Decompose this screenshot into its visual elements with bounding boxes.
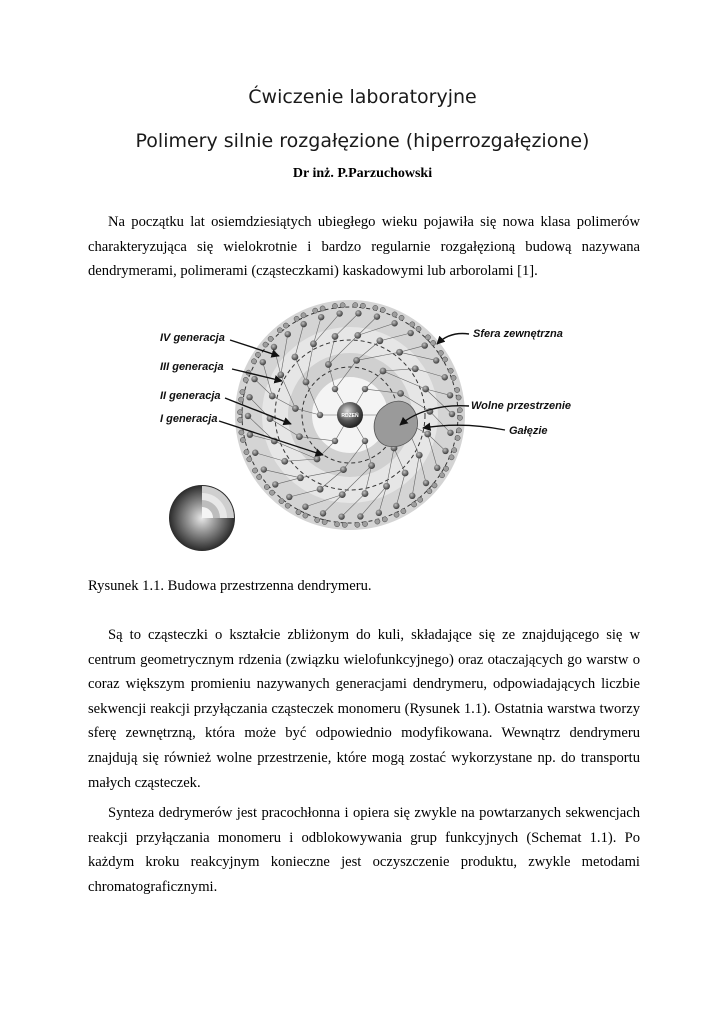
- terminal-ball: [418, 497, 423, 502]
- node-ball: [368, 462, 375, 469]
- node-ball: [391, 320, 397, 326]
- node-ball: [433, 357, 439, 363]
- terminal-ball: [392, 312, 397, 317]
- terminal-ball: [431, 340, 436, 345]
- terminal-ball: [334, 522, 339, 527]
- terminal-ball: [239, 430, 244, 435]
- terminal-ball: [243, 377, 248, 382]
- label-gen2: II generacja: [160, 390, 221, 402]
- terminal-ball: [456, 395, 461, 400]
- node-ball: [362, 490, 369, 497]
- dendrimer-figure: [155, 300, 595, 560]
- node-ball: [317, 412, 323, 418]
- terminal-ball: [285, 503, 290, 508]
- terminal-ball: [449, 455, 454, 460]
- terminal-ball: [237, 410, 242, 415]
- node-ball: [355, 310, 361, 316]
- terminal-ball: [394, 512, 399, 517]
- label-gen3: III generacja: [160, 361, 224, 373]
- node-ball: [246, 394, 252, 400]
- terminal-ball: [353, 303, 358, 308]
- terminal-ball: [399, 315, 404, 320]
- node-ball: [286, 494, 292, 500]
- node-ball: [292, 354, 299, 361]
- node-ball: [380, 368, 387, 375]
- terminal-ball: [373, 305, 378, 310]
- node-ball: [260, 359, 266, 365]
- node-ball: [407, 330, 413, 336]
- terminal-ball: [247, 457, 252, 462]
- node-ball: [396, 349, 403, 356]
- node-ball: [314, 456, 321, 463]
- node-ball: [252, 450, 258, 456]
- terminal-ball: [442, 357, 447, 362]
- terminal-ball: [252, 468, 257, 473]
- terminal-ball: [457, 407, 462, 412]
- node-ball: [416, 452, 423, 459]
- terminal-ball: [355, 522, 360, 527]
- label-branches: Gałęzie: [509, 425, 548, 437]
- paragraph-intro: Na początku lat osiemdziesiątych ubiegłego wieku pojawiła się nowa klasa polimerów charakteryzująca się wielokrotnie i bardzo regularnie rozgałęzioną budową nazywana dendrymerami, polimerami (cząsteczkami) kaskadowymi lub arborolami [1].: [88, 214, 640, 280]
- node-ball: [261, 466, 267, 472]
- terminal-ball: [283, 323, 288, 328]
- terminal-ball: [296, 510, 301, 515]
- terminal-ball: [410, 322, 415, 327]
- node-ball: [338, 513, 344, 519]
- node-ball: [325, 361, 332, 368]
- node-ball: [423, 480, 429, 486]
- node-ball: [303, 379, 310, 386]
- terminal-ball: [264, 484, 269, 489]
- terminal-ball: [313, 308, 318, 313]
- terminal-ball: [427, 489, 432, 494]
- node-ball: [339, 491, 346, 498]
- document-subtitle: Polimery silnie rozgałęzione (hiperrozgałęzione): [135, 130, 590, 152]
- terminal-ball: [277, 328, 282, 333]
- node-ball: [281, 458, 288, 465]
- terminal-ball: [269, 490, 274, 495]
- node-ball: [442, 374, 448, 380]
- terminal-ball: [238, 417, 243, 422]
- label-free-space: Wolne przestrzenie: [471, 400, 572, 412]
- terminal-ball: [401, 509, 406, 514]
- node-ball: [271, 344, 277, 350]
- terminal-ball: [416, 326, 421, 331]
- node-ball: [393, 503, 399, 509]
- node-ball: [300, 321, 306, 327]
- terminal-ball: [255, 352, 260, 357]
- terminal-ball: [301, 313, 306, 318]
- node-ball: [383, 483, 390, 490]
- node-ball: [296, 433, 303, 440]
- node-ball: [422, 342, 428, 348]
- node-ball: [376, 510, 382, 516]
- node-ball: [412, 365, 419, 372]
- node-ball: [442, 448, 448, 454]
- terminal-ball: [251, 359, 256, 364]
- node-ball: [397, 390, 404, 397]
- terminal-ball: [448, 368, 453, 373]
- terminal-ball: [315, 517, 320, 522]
- node-ball: [310, 340, 317, 347]
- terminal-ball: [380, 307, 385, 312]
- terminal-ball: [340, 303, 345, 308]
- node-ball: [251, 376, 257, 382]
- terminal-ball: [342, 522, 347, 527]
- node-ball: [292, 405, 299, 412]
- terminal-ball: [244, 450, 249, 455]
- node-ball: [272, 481, 278, 487]
- node-ball: [332, 333, 339, 340]
- terminal-ball: [452, 448, 457, 453]
- node-ball: [434, 465, 440, 471]
- node-ball: [447, 430, 453, 436]
- terminal-ball: [332, 303, 337, 308]
- node-ball: [269, 393, 276, 400]
- terminal-ball: [294, 316, 299, 321]
- node-ball: [422, 386, 429, 393]
- label-gen1: I generacja: [160, 413, 218, 425]
- node-ball: [449, 411, 455, 417]
- terminal-ball: [455, 435, 460, 440]
- terminal-ball: [439, 473, 444, 478]
- terminal-ball: [432, 483, 437, 488]
- terminal-ball: [455, 387, 460, 392]
- terminal-ball: [382, 517, 387, 522]
- document-title: Ćwiczenie laboratoryjne: [248, 86, 477, 108]
- terminal-ball: [456, 428, 461, 433]
- node-ball: [302, 504, 308, 510]
- node-ball: [277, 371, 284, 378]
- node-ball: [409, 493, 415, 499]
- terminal-ball: [451, 375, 456, 380]
- node-ball: [332, 386, 338, 392]
- label-outer-sphere: Sfera zewnętrzna: [473, 328, 563, 340]
- node-ball: [340, 466, 347, 473]
- terminal-ball: [362, 521, 367, 526]
- cutaway-sphere: [169, 485, 235, 551]
- core-label: RDZEŃ: [341, 413, 359, 419]
- terminal-ball: [360, 303, 365, 308]
- terminal-ball: [268, 336, 273, 341]
- terminal-ball: [263, 342, 268, 347]
- node-ball: [336, 310, 342, 316]
- paragraph-structure: Są to cząsteczki o kształcie zbliżonym do kuli, składające się ze znajdującego się w centrum geometrycznym rdzenia (związku wielofunkcyjnego) oraz otaczających go warstw o coraz większym promieniu nazywanych generacjami dendrymeru, odpowiadających liczbie sekwencji reakcji przyłączania cząsteczek monomeru (Rysunek 1.1). Ostatnia warstwa tworzy sferę zewnętrzną, która może być odpowiednio modyfikowana. Wewnątrz dendrymeru znajdują się również wolne przestrzenie, które mogą zostać wykorzystane np. do transportu małych cząsteczek.: [88, 627, 640, 791]
- node-ball: [285, 331, 291, 337]
- terminal-ball: [457, 415, 462, 420]
- terminal-ball: [322, 519, 327, 524]
- node-ball: [362, 438, 368, 444]
- node-ball: [357, 513, 363, 519]
- terminal-ball: [411, 502, 416, 507]
- terminal-ball: [238, 397, 243, 402]
- terminal-ball: [425, 335, 430, 340]
- node-ball: [376, 337, 383, 344]
- node-ball: [362, 386, 368, 392]
- terminal-ball: [240, 389, 245, 394]
- paragraph-synthesis: Synteza dedrymerów jest pracochłonna i opiera się zwykle na powtarzanych sekwencjach reakcji przyłączania monomeru i odblokowywania grup funkcyjnych (Schemat 1.1). Po każdym kroku reakcyjnym konieczne jest oczyszczenie produktu, zwykle metodami chromatograficznymi.: [88, 805, 640, 895]
- terminal-ball: [303, 513, 308, 518]
- terminal-ball: [443, 466, 448, 471]
- node-ball: [317, 486, 324, 493]
- terminal-ball: [375, 519, 380, 524]
- node-ball: [424, 431, 431, 438]
- node-ball: [447, 392, 453, 398]
- terminal-ball: [240, 437, 245, 442]
- node-ball: [353, 357, 360, 364]
- terminal-ball: [257, 474, 262, 479]
- label-gen4: IV generacja: [160, 332, 225, 344]
- node-ball: [332, 438, 338, 444]
- node-ball: [245, 413, 251, 419]
- node-ball: [320, 510, 326, 516]
- node-ball: [297, 474, 304, 481]
- node-ball: [318, 314, 324, 320]
- terminal-ball: [279, 498, 284, 503]
- terminal-ball: [320, 306, 325, 311]
- figure-caption: Rysunek 1.1. Budowa przestrzenna dendrymeru.: [88, 578, 372, 594]
- node-ball: [354, 332, 361, 339]
- node-ball: [374, 313, 380, 319]
- terminal-ball: [438, 350, 443, 355]
- document-author: Dr inż. P.Parzuchowski: [292, 166, 433, 181]
- node-ball: [402, 470, 409, 477]
